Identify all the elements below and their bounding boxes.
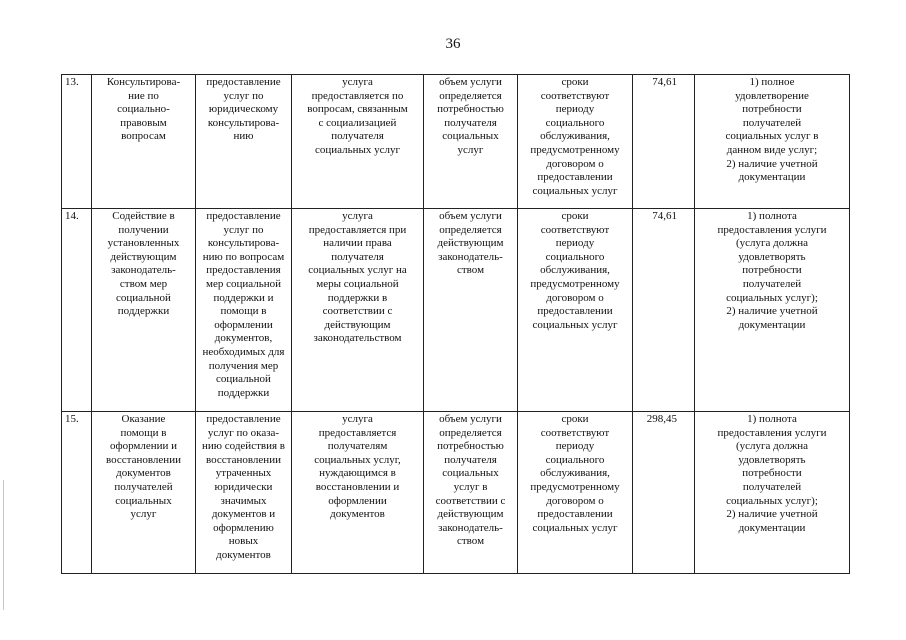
service-volume-cell: объем услуги определяется потребностью получателя социальных услуг [424, 75, 518, 209]
service-name-cell: Содействие в получении установленных действующим законодатель- ством мер социальной поддержки [92, 209, 196, 412]
service-terms-cell: сроки соответствуют периоду социального обслуживания, предусмотренному договором о предоставлении социальных услуг [518, 75, 633, 209]
row-number: 14. [62, 209, 92, 412]
service-quality-cell: 1) полнота предоставления услуги (услуга должна удовлетворять потребности получателей социальных услуг); 2) наличие учетной документации [695, 209, 850, 412]
service-quality-cell: 1) полнота предоставления услуги (услуга должна удовлетворять потребности получателей социальных услуг); 2) наличие учетной документации [695, 412, 850, 574]
scan-margin-mark [3, 480, 4, 610]
service-name-cell: Оказание помощи в оформлении и восстановлении документов получателей социальных услуг [92, 412, 196, 574]
service-volume-cell: объем услуги определяется потребностью получателя социальных услуг в соответствии с действующим законодатель- ством [424, 412, 518, 574]
service-description-cell: предоставление услуг по юридическому консультирова- нию [196, 75, 292, 209]
table-row [62, 209, 850, 412]
table-row [62, 412, 850, 574]
page-number: 36 [445, 36, 461, 52]
table-row [62, 75, 850, 209]
service-price-cell: 74,61 [633, 75, 695, 209]
service-description-cell: предоставление услуг по оказа- нию содействия в восстановлении утраченных юридически значимых документов и оформлению новых документов [196, 412, 292, 574]
service-price-cell: 74,61 [633, 209, 695, 412]
table-body [62, 75, 850, 574]
service-description-cell: предоставление услуг по консультирова- нию по вопросам предоставления мер социальной поддержки и помощи в оформлении документов, необходимых для получения мер социальной поддержки [196, 209, 292, 412]
service-conditions-cell: услуга предоставляется получателям социальных услуг, нуждающимся в восстановлении и оформлении документов [292, 412, 424, 574]
row-number: 15. [62, 412, 92, 574]
services-table [61, 74, 850, 574]
row-number: 13. [62, 75, 92, 209]
service-volume-cell: объем услуги определяется действующим законодатель- ством [424, 209, 518, 412]
service-conditions-cell: услуга предоставляется по вопросам, связанным с социализацией получателя социальных услуг [292, 75, 424, 209]
service-name-cell: Консультирова- ние по социально- правовым вопросам [92, 75, 196, 209]
service-terms-cell: сроки соответствуют периоду социального обслуживания, предусмотренному договором о предоставлении социальных услуг [518, 209, 633, 412]
service-quality-cell: 1) полное удовлетворение потребности получателей социальных услуг в данном виде услуг; 2) наличие учетной документации [695, 75, 850, 209]
service-price-cell: 298,45 [633, 412, 695, 574]
service-conditions-cell: услуга предоставляется при наличии права получателя социальных услуг на меры социальной поддержки в соответствии с действующим законодательством [292, 209, 424, 412]
service-terms-cell: сроки соответствуют периоду социального обслуживания, предусмотренному договором о предоставлении социальных услуг [518, 412, 633, 574]
